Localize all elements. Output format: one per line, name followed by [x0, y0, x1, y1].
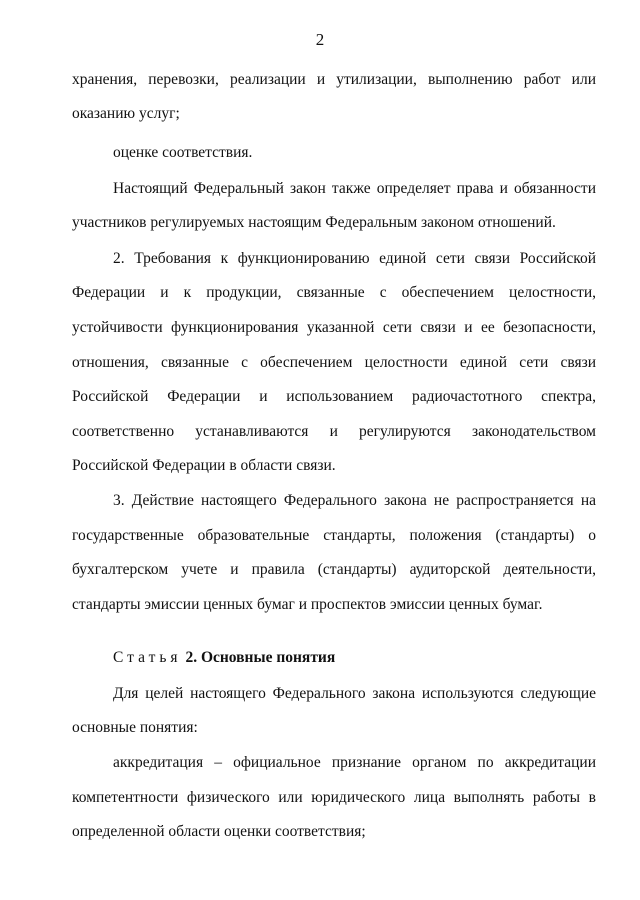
text-line: отношения, связанные с обеспечением целостности единой сети связи: [72, 354, 596, 371]
article-label: Статья: [113, 649, 182, 666]
text-line: хранения, перевозки, реализации и утилизации, выполнению работ или: [72, 71, 596, 88]
text-line: компетентности физического или юридического лица выполнять работы в: [72, 789, 596, 806]
text-line: Настоящий Федеральный закон также определяет права и обязанности: [113, 180, 596, 197]
text-line: государственные образовательные стандарты, положения (стандарты) о: [72, 527, 596, 544]
text-line: Федерации и к продукции, связанные с обеспечением целостности,: [72, 284, 596, 301]
text-line: основные понятия:: [72, 719, 198, 736]
text-line: Российской Федерации в области связи.: [72, 457, 336, 474]
text-line: Для целей настоящего Федерального закона используются следующие: [113, 685, 596, 702]
article-heading: [113, 648, 596, 668]
article-title: 2. Основные понятия: [185, 649, 336, 666]
text-line: оценке соответствия.: [113, 144, 253, 161]
text-line: стандарты эмиссии ценных бумаг и проспектов эмиссии ценных бумаг.: [72, 596, 543, 613]
text-line: устойчивости функционирования указанной сети связи и ее безопасности,: [72, 319, 596, 336]
text-line: определенной области оценки соответствия;: [72, 823, 366, 840]
text-line: Российской Федерации и использованием радиочастотного спектра,: [72, 388, 596, 405]
text-line: 2. Требования к функционированию единой сети связи Российской: [113, 250, 596, 267]
text-line: 3. Действие настоящего Федерального закона не распространяется на: [113, 492, 596, 509]
text-line: аккредитация – официальное признание органом по аккредитации: [113, 754, 596, 771]
page-number: 2: [315, 30, 325, 49]
text-line: соответственно устанавливаются и регулируются законодательством: [72, 423, 596, 440]
text-line: бухгалтерском учете и правила (стандарты) аудиторской деятельности,: [72, 561, 596, 578]
text-line: участников регулируемых настоящим Федеральным законом отношений.: [72, 214, 556, 231]
text-line: оказанию услуг;: [72, 105, 180, 122]
